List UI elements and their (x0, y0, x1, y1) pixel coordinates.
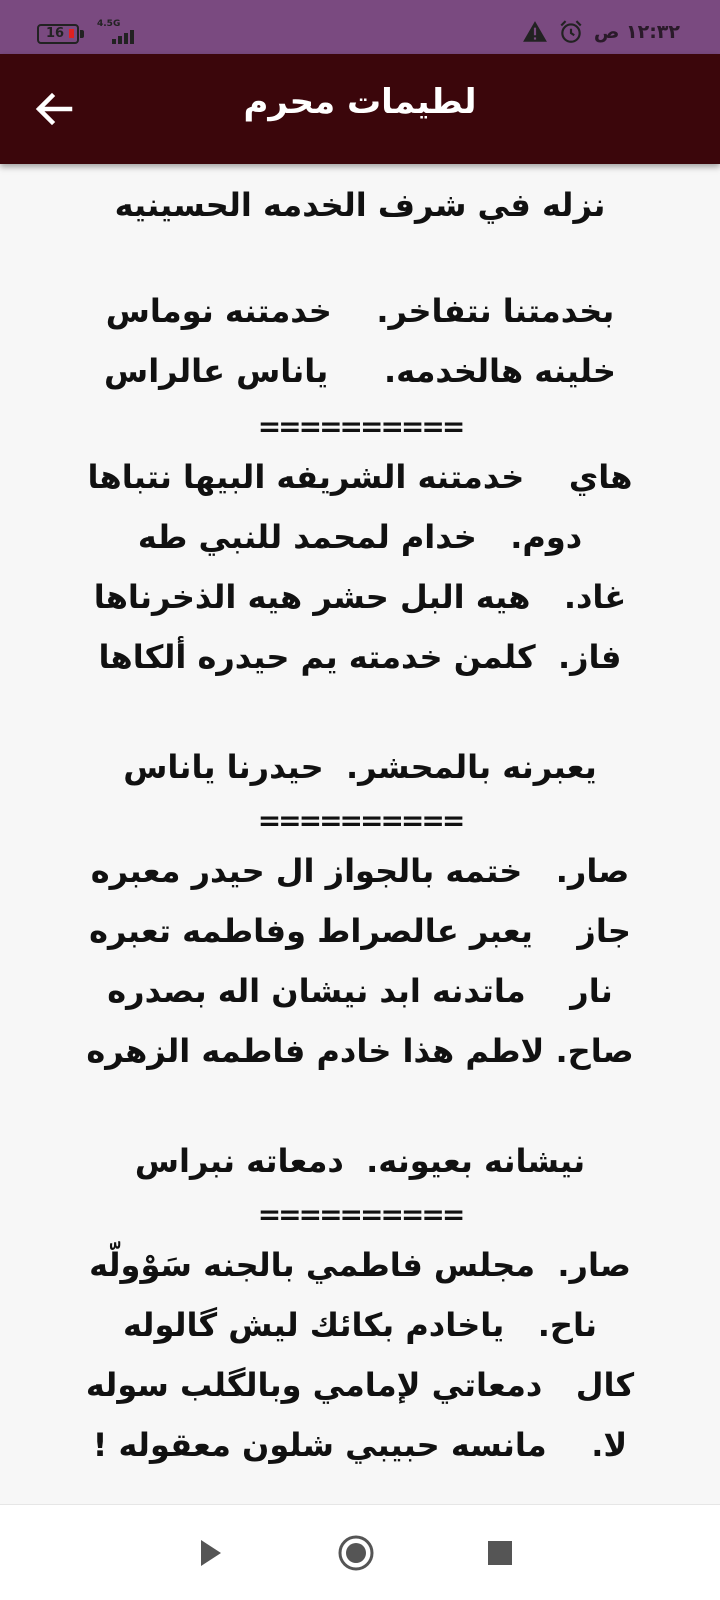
status-right (522, 17, 680, 47)
status-bar (0, 0, 720, 54)
poem-line: نار ماتدنه ابد نيشان اله بصدره (107, 972, 613, 1010)
poem-line: كال دمعاتي لإمامي وبالگلب سوله (85, 1366, 635, 1404)
warning-icon (522, 19, 548, 45)
battery-level: 16 (45, 26, 65, 41)
battery-icon (37, 24, 79, 44)
poem-heading: نزله في شرف الخدمه الحسينيه (114, 186, 606, 224)
poem-line: هاي خدمتنه الشريفه البيها نتباها (87, 458, 633, 496)
nav-home-button[interactable] (328, 1525, 384, 1581)
poem-line: صار. ختمه بالجواز ال حيدر معبره (90, 852, 630, 890)
poem-content (0, 164, 720, 1504)
nav-recents-icon (487, 1540, 513, 1566)
app-bar (0, 54, 720, 164)
poem-line: غاد. هيه البل حشر هيه الذخرناها (93, 578, 627, 616)
poem-line: جاز يعبر عالصراط وفاطمه تعبره (89, 912, 631, 950)
nav-back-icon (197, 1538, 225, 1568)
network-type: 4.5G (97, 19, 121, 29)
status-time: ١٢:٣٢ ص (593, 21, 680, 43)
separator: ========== (257, 1198, 463, 1231)
nav-recents-button[interactable] (472, 1525, 528, 1581)
alarm-icon (558, 19, 584, 45)
poem-line: صاح. لاطم هذا خادم فاطمه الزهره (86, 1032, 634, 1070)
poem-line: خلينه هالخدمه. ياناس عالراس (104, 352, 616, 390)
poem-line: فاز. كلمن خدمته يم حيدره ألكاها (98, 638, 622, 676)
navigation-bar (0, 1504, 720, 1600)
nav-back-button[interactable] (183, 1525, 239, 1581)
poem-line: نيشانه بعيونه. دمعاته نبراس (134, 1142, 586, 1180)
poem-line: دوم. خدام لمحمد للنبي طه (137, 518, 583, 556)
signal-icon (108, 26, 138, 44)
separator: ========== (257, 804, 463, 837)
separator: ========== (257, 410, 463, 443)
poem-line: يعبرنه بالمحشر. حيدرنا ياناس (123, 748, 597, 786)
poem-line: لا. مانسه حبيبي شلون معقوله ! (92, 1426, 628, 1464)
poem-line: بخدمتنا نتفاخر. خدمتنه نوماس (105, 292, 615, 330)
page-title: لطيمات محرم (243, 82, 477, 122)
poem-line: صار. مجلس فاطمي بالجنه سَوْولّه (89, 1246, 631, 1284)
poem-line: ناح. ياخادم بكائك ليش گالوله (123, 1306, 597, 1344)
nav-home-icon (336, 1533, 376, 1573)
